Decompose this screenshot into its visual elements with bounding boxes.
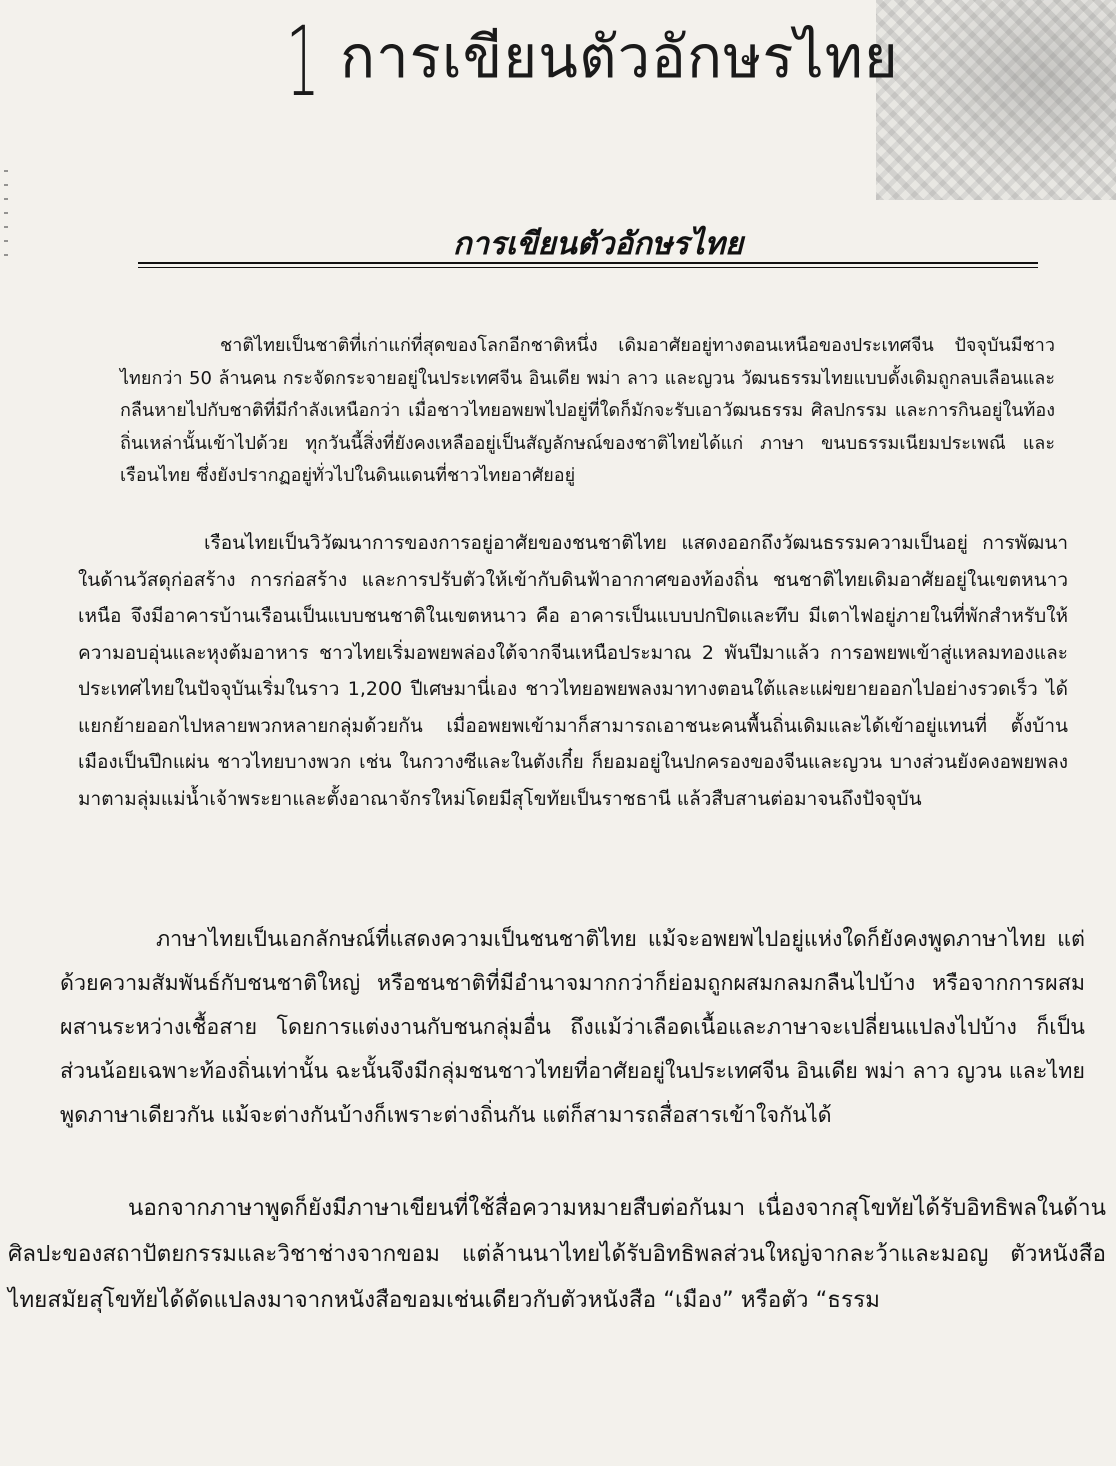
heading-underline (138, 262, 1038, 268)
paragraph-1: ชาติไทยเป็นชาติที่เก่าแก่ที่สุดของโลกอีกชาติหนึ่ง เดิมอาศัยอยู่ทางตอนเหนือของประเทศจีน ปัจจุบันมีชาวไทยกว่า 50 ล้านคน กระจัดกระจายอยู่ในประเทศจีน อินเดีย พม่า ลาว และญวน วัฒนธรรมไทยแบบดั้งเดิมถูกลบเลือนและกลืนหายไปกับชาติที่มีกำลังเหนือกว่า เมื่อชาวไทยอพยพไปอยู่ที่ใดก็มักจะรับเอาวัฒนธรรม ศิลปกรรม และการกินอยู่ในท้องถิ่นเหล่านั้นเข้าไปด้วย ทุกวันนี้สิ่งที่ยังคงเหลืออยู่เป็นสัญลักษณ์ของชาติไทยได้แก่ ภาษา ขนบธรรมเนียมประเพณี และเรือนไทย ซึ่งยังปรากฏอยู่ทั่วไปในดินแดนที่ชาวไทยอาศัยอยู่ (120, 335, 1055, 486)
corner-decoration-image (876, 0, 1116, 200)
chapter-title: การเขียนตัวอักษรไทย (340, 23, 899, 91)
section-heading: การเขียนตัวอักษรไทย (452, 226, 744, 262)
paragraph-4: นอกจากภาษาพูดก็ยังมีภาษาเขียนที่ใช้สื่อความหมายสืบต่อกันมา เนื่องจากสุโขทัยได้รับอิทธิพลในด้านศิลปะของสถาปัตยกรรมและวิชาช่างจากขอม แต่ล้านนาไทยได้รับอิทธิพลส่วนใหญ่จากละว้าและมอญ ตัวหนังสือไทยสมัยสุโขทัยได้ดัดแปลงมาจากหนังสือขอมเช่นเดียวกับตัวหนังสือ “เมือง” หรือตัว “ธรรม (8, 1195, 1106, 1313)
chapter-number: 1 (286, 6, 320, 118)
paragraph-2: เรือนไทยเป็นวิวัฒนาการของการอยู่อาศัยของชนชาติไทย แสดงออกถึงวัฒนธรรมความเป็นอยู่ การพัฒนาในด้านวัสดุก่อสร้าง การก่อสร้าง และการปรับตัวให้เข้ากับดินฟ้าอากาศของท้องถิ่น ชนชาติไทยเดิมอาศัยอยู่ในเขตหนาวเหนือ จึงมีอาคารบ้านเรือนเป็นแบบชนชาติในเขตหนาว คือ อาคารเป็นแบบปกปิดและทึบ มีเตาไฟอยู่ภายในที่พักสำหรับให้ความอบอุ่นและหุงต้มอาหาร ชาวไทยเริ่มอพยพล่องใต้จากจีนเหนือประมาณ 2 พันปีมาแล้ว การอพยพเข้าสู่แหลมทองและประเทศไทยในปัจจุบันเริ่มในราว 1,200 ปีเศษมานี่เอง ชาวไทยอพยพลงมาทางตอนใต้และแผ่ขยายออกไปอย่างรวดเร็ว ได้แยกย้ายออกไปหลายพวกหลายกลุ่มด้วยกัน เมื่ออพยพเข้ามาก็สามารถเอาชนะคนพื้นถิ่นเดิมและได้เข้าอยู่แทนที่ ตั้งบ้านเมืองเป็นปึกแผ่น ชาวไทยบางพวก เช่น ในกวางซีและในตังเกี๋ย ก็ยอมอยู่ในปกครองของจีนและญวน บางส่วนยังคงอพยพลงมาตามลุ่มแม่น้ำเจ้าพระยาและตั้งอาณาจักรใหม่โดยมีสุโขทัยเป็นราชธานี แล้วสืบสานต่อมาจนถึงปัจจุบัน (78, 532, 1068, 810)
paragraph-3: ภาษาไทยเป็นเอกลักษณ์ที่แสดงความเป็นชนชาติไทย แม้จะอพยพไปอยู่แห่งใดก็ยังคงพูดภาษาไทย แต่ด้วยความสัมพันธ์กับชนชาติใหญ่ หรือชนชาติที่มีอำนาจมากกว่าก็ย่อมถูกผสมกลมกลืนไปบ้าง หรือจากการผสมผสานระหว่างเชื้อสาย โดยการแต่งงานกับชนกลุ่มอื่น ถึงแม้ว่าเลือดเนื้อและภาษาจะเปลี่ยนแปลงไปบ้าง ก็เป็นส่วนน้อยเฉพาะท้องถิ่นเท่านั้น ฉะนั้นจึงมีกลุ่มชนชาวไทยที่อาศัยอยู่ในประเทศจีน อินเดีย พม่า ลาว ญวน และไทย พูดภาษาเดียวกัน แม้จะต่างกันบ้างก็เพราะต่างถิ่นกัน แต่ก็สามารถสื่อสารเข้าใจกันได้ (60, 927, 1085, 1128)
